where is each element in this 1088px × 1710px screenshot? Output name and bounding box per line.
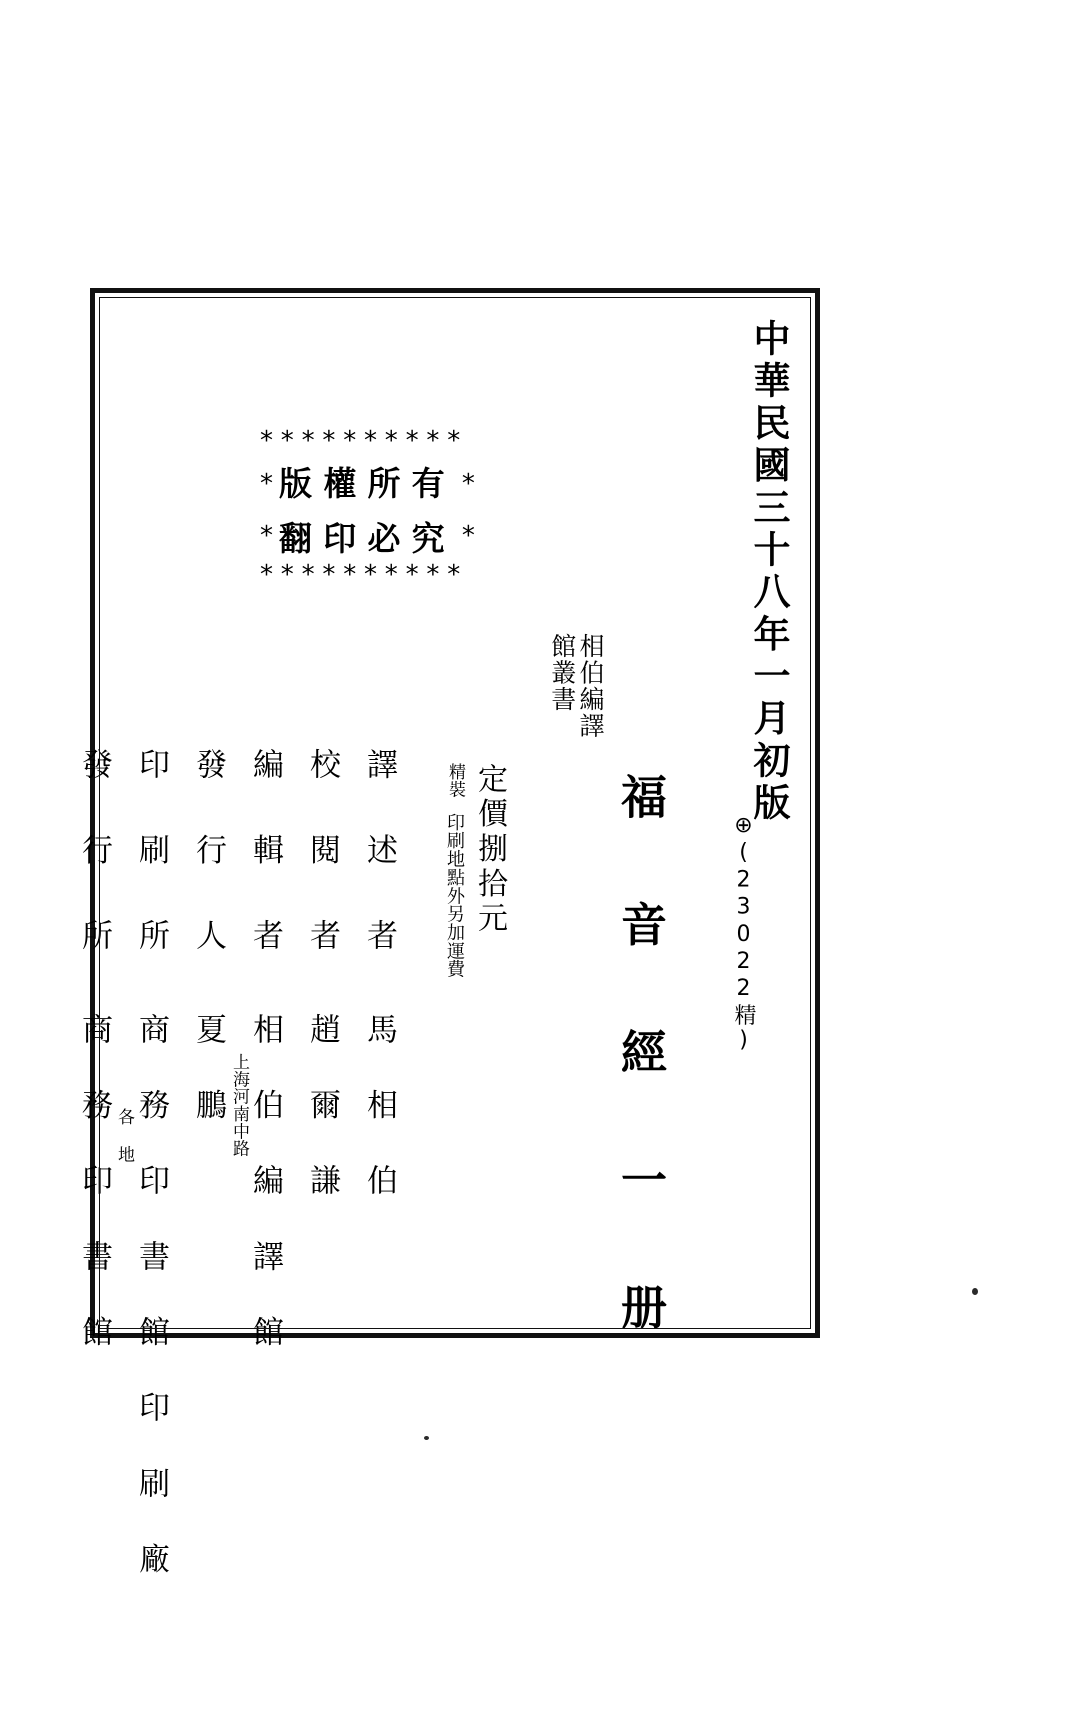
shipping-note: 印刷地點外另加運費 <box>444 813 465 979</box>
credit-name-publisher: 夏 鵬 <box>190 1013 226 1125</box>
star-left-2: * <box>260 521 273 551</box>
copyright-line-2: 翻印必究 <box>279 518 456 558</box>
credit-name-translator: 馬 相 伯 <box>361 1013 397 1200</box>
catalogue-code <box>732 813 755 1055</box>
copyright-notice <box>260 428 535 613</box>
star-right-2: * <box>461 521 475 551</box>
copyright-line-1: 版權所有 <box>279 463 456 503</box>
series-name <box>549 633 604 783</box>
star-right: * <box>461 469 475 499</box>
copyright-line-1-row <box>260 458 535 510</box>
colophon-frame <box>76 288 820 1579</box>
credit-role-publisher: 發 行 人 <box>190 748 226 960</box>
credit-name-proofreader: 趙 爾 謙 <box>304 1013 340 1200</box>
star-row-top: ********** <box>260 426 468 456</box>
book-title: 福 音 經 一 册 <box>614 773 668 1344</box>
catalogue-mark-icon: ⊕ <box>731 813 756 841</box>
credit-role-printer: 印 刷 所 <box>133 748 169 960</box>
binding-note: 精裝 <box>445 763 465 798</box>
scan-speck <box>424 1436 429 1440</box>
credit-role-proofreader: 校 閱 者 <box>304 748 340 960</box>
copyright-line-2-row <box>260 510 535 562</box>
credit-name-distributor: 商 務 印 書 館 <box>76 1013 112 1352</box>
credit-name-editor: 相 伯 編 譯 館 <box>247 1013 283 1352</box>
series-name-line1: 相伯編譯 <box>576 633 605 739</box>
credit-sub-publisher-address: 上海河南中路 <box>229 1053 249 1158</box>
credit-role-editor: 編 輯 者 <box>247 748 283 960</box>
star-row-bottom: ********** <box>260 560 468 590</box>
price-label: 定價捌拾元 <box>472 763 507 937</box>
credit-role-distributor: 發 行 所 <box>76 748 112 960</box>
series-name-line2: 館叢書 <box>547 633 577 713</box>
publication-date: 中華民國三十八年一月初版 <box>747 319 790 826</box>
catalogue-code-value: (23022精) <box>731 840 756 1055</box>
scan-speck <box>972 1288 978 1295</box>
credit-name-printer: 商 務 印 書 館 印 刷 廠 <box>133 1013 169 1579</box>
star-left: * <box>260 469 273 499</box>
credit-sub-distributor-branches: 各 地 <box>114 1108 134 1164</box>
credit-role-translator: 譯 述 者 <box>361 748 397 960</box>
